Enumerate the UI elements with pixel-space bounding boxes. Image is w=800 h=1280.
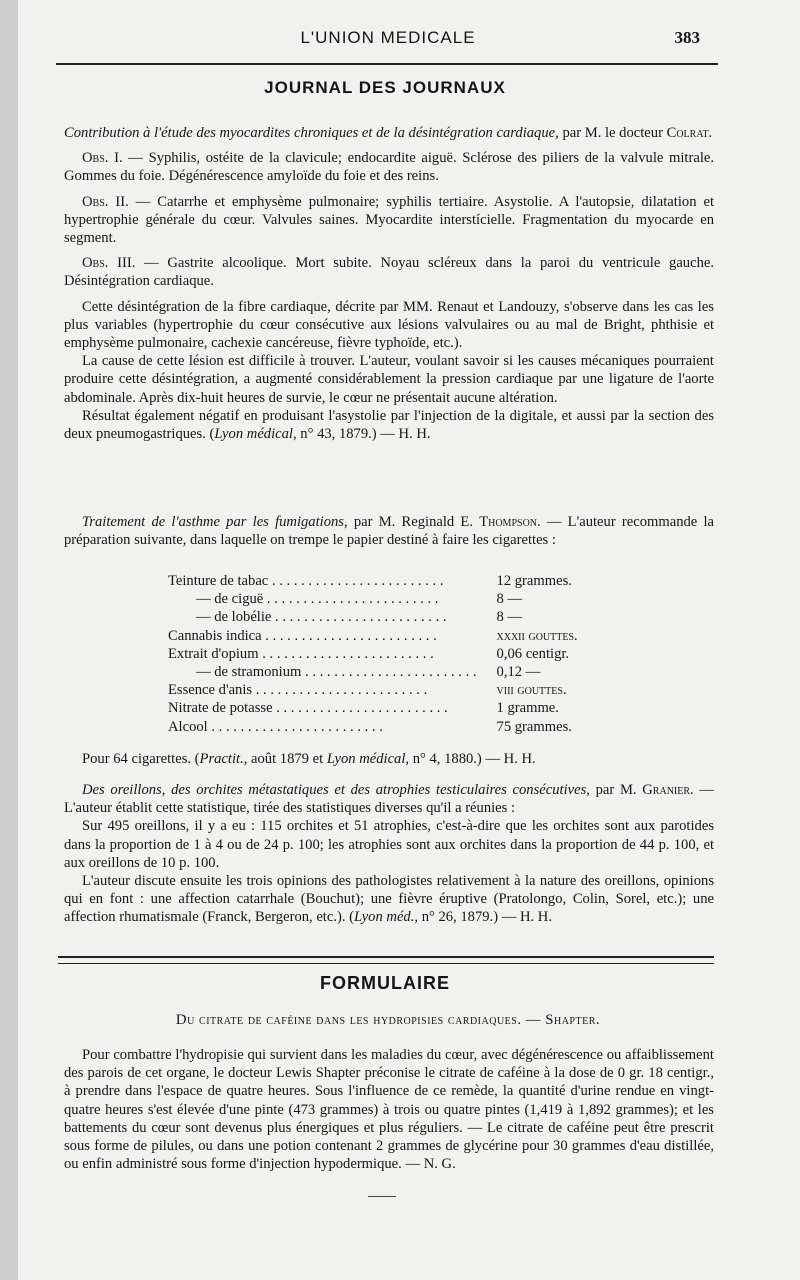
paragraph (64, 407, 714, 443)
running-header (18, 28, 800, 56)
section-heading-formulaire: FORMULAIRE (320, 973, 450, 993)
paragraph: Sur 495 oreillons, il y a eu : 115 orchites et 51 atrophies, c'est-à-dire que les orchites sont aux parotides dans la proportion de 1 à 4 ou de 24 p. 100; les atrophies sont aux orchites dans la proportion de 44 p. 100, et aux oreillons de 10 p. 100. (64, 818, 714, 871)
ingredient-amount: viii gouttes. (496, 682, 567, 699)
article-byline: , par M. (586, 782, 643, 798)
recipe-row (168, 590, 578, 608)
ingredient-amount: 8 — (496, 609, 523, 626)
recipe-row (168, 627, 578, 645)
recipe-row (168, 572, 578, 590)
text: , n° 43, 1879.) — H. H. (292, 426, 431, 443)
article-title: Des oreillons, des orchites métastatiques et des atrophies testiculaires consécutives (82, 782, 587, 798)
observation-text: — Syphilis, ostéite de la clavicule; endocardite aiguë. Sclérose des piliers de la valvule mitrale. Gommes du foie. Dégénérescence amyloïde du foie et des reins. (64, 150, 715, 185)
text: , août 1879 et (243, 751, 327, 767)
ingredient-name: — de ciguë . . . (168, 590, 477, 608)
paragraph: Cette désintégration de la fibre cardiaque, décrite par MM. Renaut et Landouzy, s'observe dans les cas les plus variables (hypertrophie du cœur consécutive aux lésions valvulaires ou au mal de Bright, phthisie et emphysème pulmonaire, cachexie cancéreuse, fièvre typhoïde, etc.). (64, 298, 714, 352)
text: Résultat également négatif en produisant l'asystolie par l'injection de la digitale, et aussi par la section des deux pneumogastriques. ( (64, 407, 714, 443)
text: , n° 26, 1879.) — H. H. (414, 909, 552, 926)
formula-title: Du citrate de caféine dans les hydropisies cardiaques. — Shapter. (175, 1012, 601, 1028)
recipe-row (168, 663, 578, 681)
recipe-row (168, 608, 578, 626)
ingredient-name: Cannabis indica . . . (168, 627, 477, 645)
ingredient-name: — de stramonium . . . (168, 663, 477, 681)
ingredient-name: Essence d'anis . . . (168, 681, 477, 699)
citation: Lyon médical (214, 426, 293, 443)
article-intro: — L'auteur établit cette statistique, tirée des statistiques diverses qu'il a réunies : (64, 782, 714, 817)
ingredient-amount: 1 gramme. (496, 700, 559, 717)
ingredient-amount: 0,12 — (496, 664, 541, 681)
recipe-conclusion (64, 750, 714, 768)
recipe-table (168, 572, 578, 736)
ingredient-name: Extrait d'opium . . . (168, 645, 477, 663)
recipe-row (168, 718, 578, 736)
page-number: 383 (674, 28, 700, 47)
article-intro: — L'auteur recommande la préparation suivante, dans laquelle on trempe le papier destiné à faire les cigarettes : (64, 514, 715, 549)
recipe-row (168, 699, 578, 717)
citation: Lyon médical (326, 751, 406, 767)
text: , n° 4, 1880.) — H. H. (405, 751, 536, 767)
observation-label: Obs. III. (82, 255, 136, 272)
article-myocardites (64, 124, 714, 443)
ingredient-name: Teinture de tabac . . . (168, 572, 477, 590)
end-rule (368, 1196, 396, 1197)
paragraph: Pour combattre l'hydropisie qui survient dans les maladies du cœur, avec dégénérescence ou affaiblissement des parois de cet organe, le docteur Lewis Shapter préconise le citrate de caféine à la dose de 0 gr. 18 centigr., à prendre dans l'espace de quatre heures. Sous l'influence de ce remède, la quantité d'urine rendue en vingt-quatre heures s'est élevée d'une pinte (473 grammes) à trois ou quatre pintes (1,419 à 1,892 grammes); et les battements du cœur sont devenus plus énergiques et plus réguliers. — Le citrate de caféine peut être prescrit sous forme de pilules, ou dans une potion contenant 2 grammes de glycérine pour 30 grammes d'eau distillée, ou enfin administré sous forme d'injection hypodermique. — N. G. (64, 1047, 714, 1173)
observation-text: — Gastrite alcoolique. Mort subite. Noyau scléreux dans la paroi du ventricule gauche. Désintégration cardiaque. (64, 255, 714, 290)
article-author: Colrat. (666, 125, 713, 141)
article-author: Thompson. (479, 514, 541, 530)
ingredient-amount: 75 grammes. (496, 718, 572, 735)
journal-page (18, 0, 800, 1280)
citation: Lyon méd. (354, 909, 415, 926)
section-heading-journal: JOURNAL DES JOURNAUX (264, 78, 506, 97)
ingredient-amount: 12 grammes. (496, 573, 572, 589)
observation-2 (64, 193, 714, 248)
recipe-row (168, 645, 578, 663)
observation-1 (64, 149, 714, 185)
article-byline: , par M. Reginald E. (344, 514, 480, 530)
ingredient-name: — de lobélie . . . (168, 608, 477, 626)
observation-label: Obs. II. (82, 193, 129, 210)
observation-text: — Catarrhe et emphysème pulmonaire; syphilis tertiaire. Asystolie. A l'autopsie, dilatation et hypertrophie générale du cœur. Valvules saines. Myocardite interstícielle. Fragmentation du myocarde en segment. (64, 193, 714, 247)
ingredient-name: Nitrate de potasse . . . (168, 699, 477, 717)
paragraph (64, 872, 714, 927)
text: Pour 64 cigarettes. ( (82, 751, 200, 767)
observation-label: Obs. I. (82, 150, 123, 167)
article-author: Granier. (642, 782, 694, 798)
recipe-row (168, 681, 578, 699)
citation: Practit. (199, 751, 244, 767)
ingredient-name: Alcool . . . (168, 718, 477, 736)
text: L'auteur discute ensuite les trois opinions des pathologistes relativement à la nature des oreillons, opinions qui en font : une affection catarrhale (Bouchut); une fièvre éruptive (Pratolongo, Colin, Sorel, etc.); une affection rhumatismale (Franck, Bergeron, etc.). ( (64, 873, 714, 926)
ingredient-amount: 8 — (496, 591, 523, 608)
ingredient-amount: 0,06 centigr. (496, 645, 570, 662)
ingredient-amount: xxxii gouttes. (496, 627, 578, 644)
section-divider (58, 956, 714, 964)
article-title: Traitement de l'asthme par les fumigations (82, 514, 344, 530)
observation-3 (64, 254, 714, 290)
article-title: Contribution à l'étude des myocardites chroniques et de la désintégration cardiaque (64, 125, 556, 141)
article-byline: , par M. le docteur (555, 125, 667, 141)
article-oreillons (64, 781, 714, 927)
paragraph: La cause de cette lésion est difficile à trouver. L'auteur, voulant savoir si les causes mécaniques pourraient produire cette désintégration, a augmenté considérablement la pression cardiaque par une ligature de l'aorte abdominale. Après dix-huit heures de survie, le cœur ne présentait aucune altération. (64, 353, 714, 406)
journal-title: L'UNION MEDICALE (300, 28, 476, 47)
formula-text (64, 1046, 714, 1173)
header-rule (56, 63, 718, 65)
article-asthme (64, 513, 714, 549)
